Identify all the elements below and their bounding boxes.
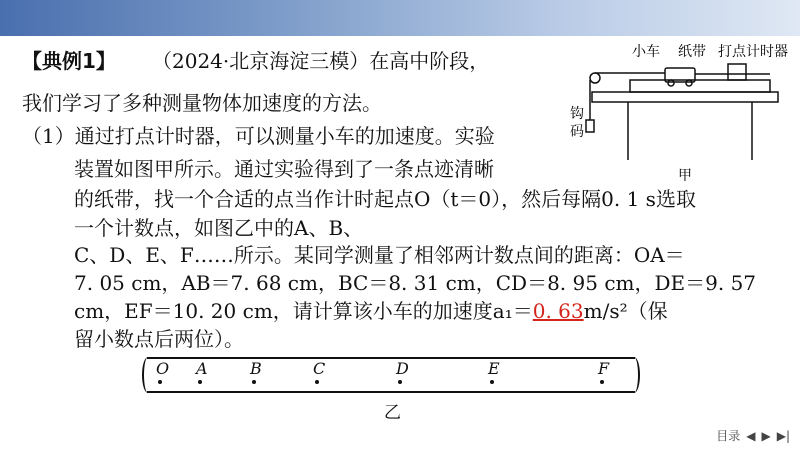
- text-line-7: 7. 05 cm，AB＝7. 68 cm，BC＝8. 31 cm，CD＝8. 95 cm，DE＝9. 57: [74, 271, 757, 295]
- slide-navigation: [716, 427, 790, 444]
- example-label: 【典例1】: [22, 49, 116, 73]
- text-line-9: 留小数点后两位）。: [74, 327, 244, 351]
- point-dot-F: [600, 380, 604, 384]
- text-line-8-main: cm，EF＝10. 20 cm，请计算该小车的加速度a₁＝: [74, 299, 533, 323]
- track: [630, 80, 770, 92]
- point-dot-O: [158, 380, 162, 384]
- point-label-O: O: [156, 359, 170, 378]
- source-line: （2024·北京海淀三模）在高中阶段，: [152, 49, 490, 73]
- label-weight-1: 钩: [570, 106, 584, 122]
- figure-b-caption: 乙: [384, 403, 401, 423]
- table-top: [592, 92, 778, 102]
- example-heading: [22, 48, 116, 74]
- answer-suffix: m/s²（保: [583, 299, 668, 323]
- last-icon[interactable]: ▶|: [776, 428, 790, 443]
- point-label-F: F: [598, 359, 610, 378]
- point-dot-D: [398, 380, 402, 384]
- wheel: [668, 80, 674, 86]
- text-line-8: [74, 298, 668, 324]
- pulley: [590, 73, 600, 83]
- label-paper: 纸带: [678, 44, 706, 60]
- point-label-D: D: [396, 359, 409, 378]
- top-banner: [0, 0, 800, 36]
- label-cart: 小车: [632, 44, 660, 60]
- text-line-1: 我们学习了多种测量物体加速度的方法。: [22, 91, 382, 115]
- next-icon[interactable]: ▶: [761, 428, 771, 443]
- text-line-4: 的纸带，找一个合适的点当作计时起点O（t＝0），然后每隔0. 1 s选取: [74, 187, 696, 211]
- contents-button[interactable]: 目录: [716, 429, 741, 443]
- point-dot-A: [198, 380, 202, 384]
- paper-tape-figure: [147, 357, 635, 393]
- text-line-3: 装置如图甲所示。通过实验得到了一条点迹清晰: [74, 157, 494, 181]
- point-dot-E: [490, 380, 494, 384]
- label-timer: 打点计时器: [718, 44, 788, 60]
- wheel: [686, 80, 692, 86]
- figure-a-caption: 甲: [678, 168, 692, 184]
- answer-value: 0. 63: [532, 299, 584, 323]
- point-label-B: B: [250, 359, 262, 378]
- timer: [728, 64, 746, 80]
- text-line-6: C、D、E、F……所示。某同学测量了相邻两计数点间的距离：OA＝: [74, 243, 685, 267]
- point-label-C: C: [313, 359, 326, 378]
- point-dot-B: [252, 380, 256, 384]
- label-weight-2: 码: [570, 124, 584, 140]
- weight: [586, 120, 594, 132]
- text-line-2: （1）通过打点计时器，可以测量小车的加速度。实验: [22, 124, 495, 148]
- prev-icon[interactable]: ◀: [746, 428, 756, 443]
- figure-a-apparatus: [570, 40, 790, 190]
- text-line-5: 一个计数点，如图乙中的A、B、: [74, 216, 364, 240]
- point-label-E: E: [488, 359, 500, 378]
- point-label-A: A: [196, 359, 208, 378]
- point-dot-C: [315, 380, 319, 384]
